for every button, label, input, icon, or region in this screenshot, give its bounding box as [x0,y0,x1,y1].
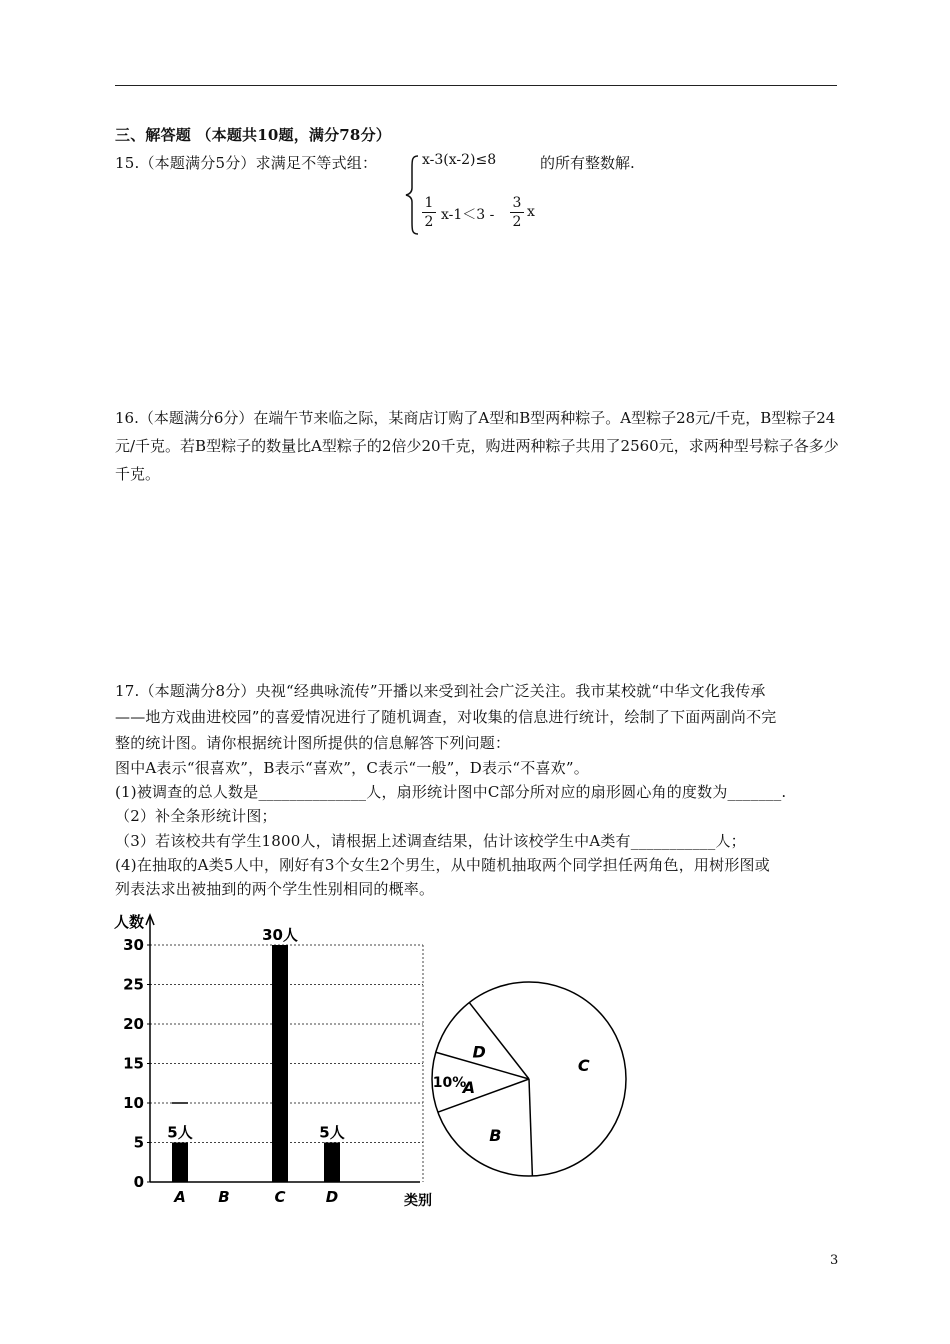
bar-d [324,1143,340,1183]
q17-line-8: (4)在抽取的A类5人中，刚好有3个女生2个男生，从中随机抽取两个同学担任两角色，用树形图或 [115,856,770,874]
y-tick-label: 15 [123,1054,144,1073]
x-tick-label: A [174,1188,186,1206]
pie-label-b: B [489,1125,502,1145]
q17-line-1: 17.（本题满分8分）央视“经典咏流传”开播以来受到社会广泛关注。我市某校就“中华文化我传承 [115,682,766,700]
q17-line-4: 图中A表示“很喜欢”，B表示“喜欢”，C表示“一般”，D表示“不喜欢”。 [115,759,589,777]
x-tick-label: B [218,1188,230,1206]
y-tick-label: 0 [133,1173,144,1191]
q17-line-7: （3）若该校共有学生1800人，请根据上述调查结果，估计该校学生中A类有___________人； [115,832,746,850]
y-tick-label: 5 [133,1133,144,1152]
bar-c [272,945,288,1182]
brace-icon [404,154,420,236]
y-tick-label: 20 [123,1015,144,1033]
fraction-denominator: 2 [512,214,522,230]
q17-line-3: 整的统计图。请你根据统计图所提供的信息解答下列问题： [115,734,511,752]
inequality-2-part-a: x-1＜3 - [441,207,495,223]
pie-annotation: 10% [432,1074,467,1091]
inequality-2-part-b: x [527,204,535,220]
x-axis-label: 类别 [404,1193,432,1209]
q17-line-6: （2）补全条形统计图； [115,807,277,825]
bar-data-label: 30人 [262,926,298,944]
q17-line-5: (1)被调查的总人数是______________人，扇形统计图中C部分所对应的扇形圆心角的度数为_______. [115,783,787,801]
bar-a [172,1143,188,1183]
q17-line-2: ——地方戏曲进校园”的喜爱情况进行了随机调查，对收集的信息进行统计，绘制了下面两副尚不完 [115,708,777,726]
fraction-denominator: 2 [424,214,434,230]
q16-text: 16.（本题满分6分）在端午节来临之际，某商店订购了A型和B型两种粽子。A型粽子28元/千克，B型粽子24元/千克。若B型粽子的数量比A型粽子的2倍少20千克，购进两种粽子共用了2560元，求两种型号粽子各多少千克。 [115,409,839,483]
y-tick-label: 25 [123,975,144,994]
fraction-numerator: 3 [510,194,524,213]
x-tick-label: D [325,1188,339,1206]
pie-label-a: A [462,1078,476,1098]
pie-label-d: D [472,1042,486,1062]
pie-label-c: C [577,1056,590,1076]
bar-chart [110,905,450,1215]
y-axis-label: 人数 [114,913,145,931]
section-heading: 三、解答题 （本题共10题，满分78分） [115,126,391,144]
fraction-numerator: 1 [422,194,436,213]
y-tick-label: 30 [123,936,144,954]
y-tick-label: 10 [123,1094,144,1112]
inequality-1: x-3(x-2)≤8 [422,152,497,168]
q15-suffix: 的所有整数解. [540,154,635,172]
header-rule [115,85,837,86]
x-tick-label: C [274,1188,286,1206]
bar-data-label: 5人 [167,1123,193,1142]
bar-data-label: 5人 [319,1123,345,1142]
page-number: 3 [830,1253,839,1268]
q15-text: 15.（本题满分5分）求满足不等式组： [115,154,378,172]
pie-chart [425,970,635,1200]
fraction-three-halves [510,194,524,231]
q17-line-9: 列表法求出被抽到的两个学生性别相同的概率。 [115,880,435,898]
fraction-half [422,194,436,231]
